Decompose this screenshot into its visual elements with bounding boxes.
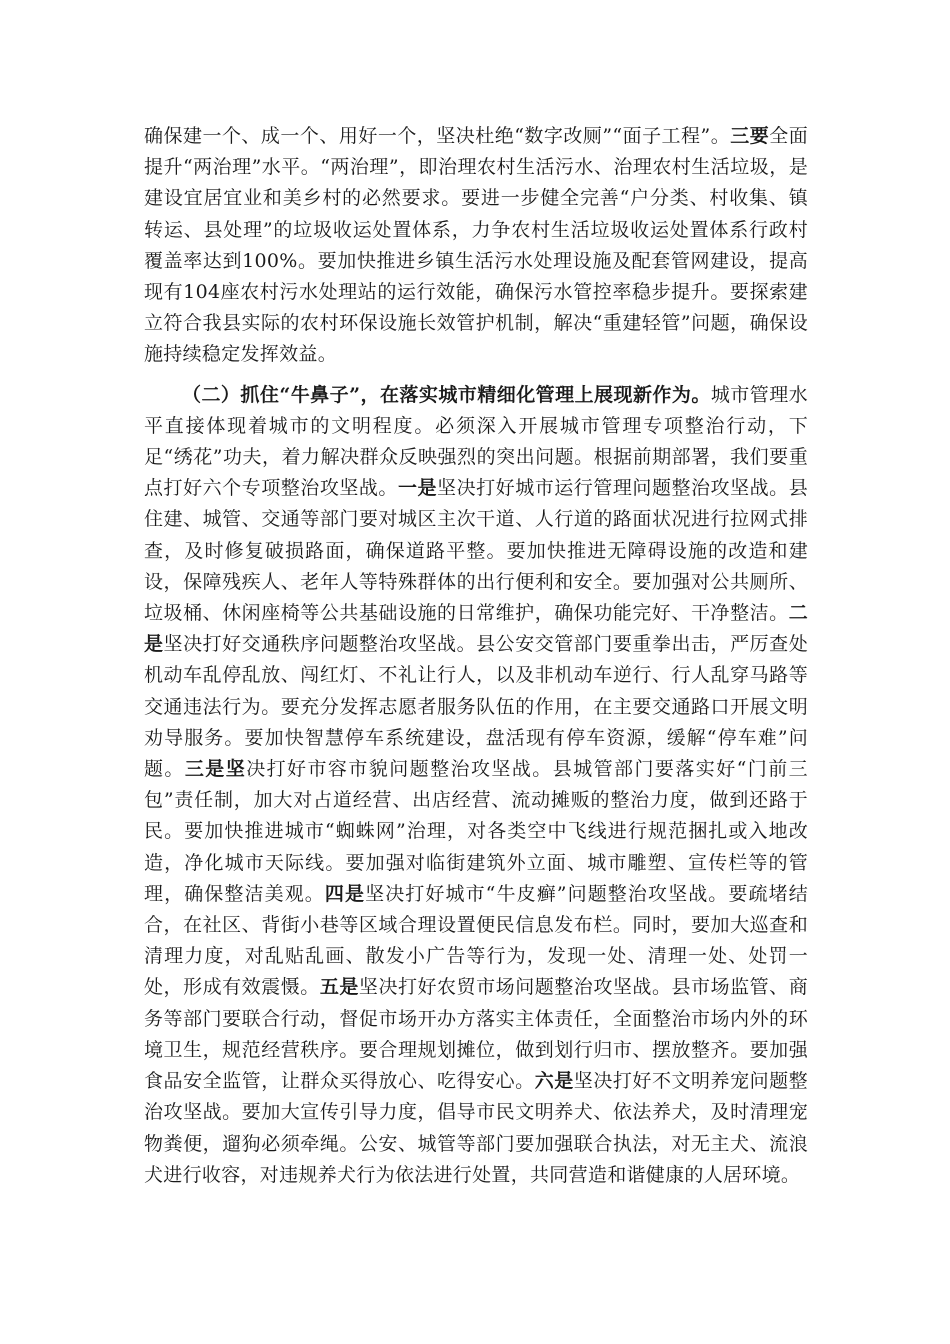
- bold-lead-three: 三要: [730, 125, 770, 147]
- paragraph-text: 确保建一个、成一个、用好一个，坚决杜绝“数字改厕”“面子工程”。: [144, 125, 731, 147]
- document-body: [144, 121, 808, 1191]
- paragraph-text: 坚决打好城市运行管理问题整治攻坚战。县住建、城管、交通等部门要对城区主次干道、人行道的路面状况进行拉网式排查，及时修复破损路面，确保道路平整。要加快推进无障碍设施的改造和建设，保障残疾人、老年人等特殊群体的出行便利和安全。要加强对公共厕所、垃圾桶、休闲座椅等公共基础设施的日常维护，确保功能完好、干净整洁。: [144, 477, 808, 625]
- bold-lead-three: 三是坚: [184, 758, 247, 781]
- paragraph-text: 坚决打好农贸市场问题整治攻坚战。县市场监管、商务等部门要联合行动，督促市场开办方落实主体责任，全面整治市场内外的环境卫生，规范经营秩序。要合理规划摊位，做到划行归市、摆放整齐。要加强食品安全监管，让群众买得放心、吃得安心。: [144, 976, 808, 1093]
- paragraph-text: 全面提升“两治理”水平。“两治理”，即治理农村生活污水、治理农村生活垃圾，是建设宜居宜业和美乡村的必然要求。要进一步健全完善“户分类、村收集、镇转运、县处理”的垃圾收运处置体系，力争农村生活垃圾收运处置体系行政村覆盖率达到100%。要加快推进乡镇生活污水处理设施及配套管网建设，提高现有104座农村污水处理站的运行效能，确保污水管控率稳步提升。要探索建立符合我县实际的农村环保设施长效管护机制，解决“重建轻管”问题，确保设施持续稳定发挥效益。: [144, 125, 808, 366]
- section-heading: （二）抓住“牛鼻子”，在落实城市精细化管理上展现新作为。: [182, 383, 711, 406]
- bold-lead-one: 一是: [397, 477, 438, 500]
- bold-lead-four: 四是: [324, 882, 366, 905]
- paragraph-city-management: [144, 380, 808, 1191]
- paragraph-rural-governance: [144, 121, 808, 371]
- paragraph-text: 决打好市容市貌问题整治攻坚战。县城管部门要落实好“门前三包”责任制，加大对占道经营、出店经营、流动摊贩的整治力度，做到还路于民。要加快推进城市“蜘蛛网”治理，对各类空中飞线进行规范捆扎或入地改造，净化城市天际线。要加强对临街建筑外立面、城市雕塑、宣传栏等的管理，确保整洁美观。: [144, 758, 808, 905]
- paragraph-text: 坚决打好不文明养宠问题整治攻坚战。要加大宣传引导力度，倡导市民文明养犬、依法养犬，及时清理宠物粪便，遛狗必须牵绳。公安、城管等部门要加强联合执法，对无主犬、流浪犬进行收容，对违规养犬行为依法进行处置，共同营造和谐健康的人居环境。: [144, 1070, 808, 1186]
- paragraph-text: 城市管理水平直接体现着城市的文明程度。必须深入开展城市管理专项整治行动，下足“绣花”功夫，着力解决群众反映强烈的突出问题。根据前期部署，我们要重点打好六个专项整治攻坚战。: [144, 383, 808, 500]
- paragraph-text: 坚决打好交通秩序问题整治攻坚战。县公安交管部门要重拳出击，严厉查处机动车乱停乱放、闯红灯、不礼让行人，以及非机动车逆行、行人乱穿马路等交通违法行为。要充分发挥志愿者服务队伍的作用，在主要交通路口开展文明劝导服务。要加快智慧停车系统建设，盘活现有停车资源，缓解“停车难”问题。: [144, 633, 808, 781]
- bold-lead-six: 六是: [534, 1070, 574, 1093]
- paragraph-text: 坚决打好城市“牛皮癣”问题整治攻坚战。要疏堵结合，在社区、背街小巷等区域合理设置便民信息发布栏。同时，要加大巡查和清理力度，对乱贴乱画、散发小广告等行为，发现一处、清理一处、处罚一处，形成有效震慑。: [144, 882, 808, 999]
- bold-lead-two: 二是: [144, 602, 808, 656]
- bold-lead-five: 五是: [319, 976, 359, 999]
